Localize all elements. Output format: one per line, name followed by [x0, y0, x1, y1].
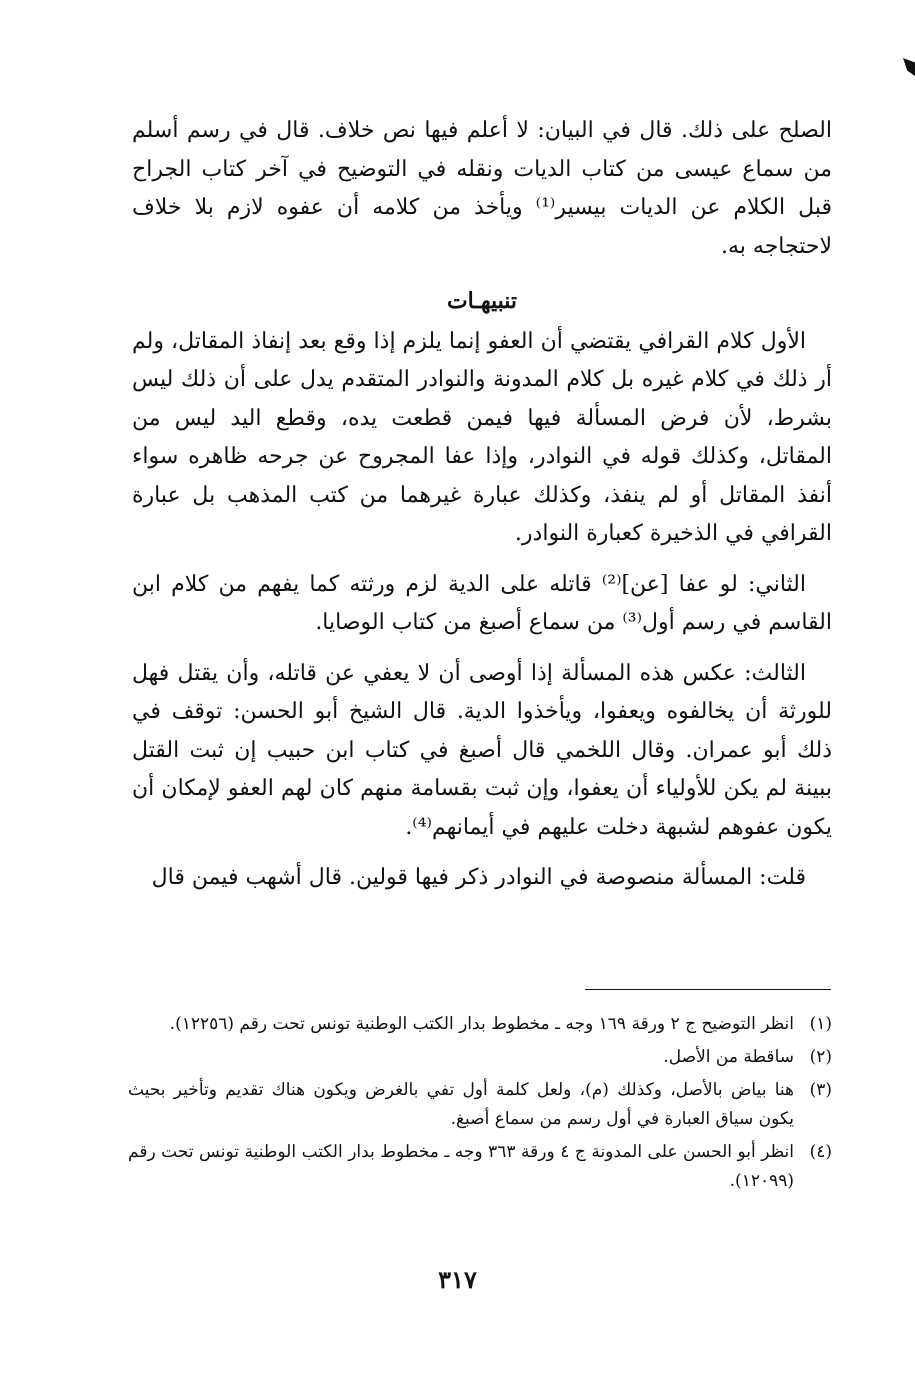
footnote-number: (٣) — [809, 1080, 832, 1100]
footnote-number: (١) — [809, 1014, 832, 1034]
footnote-divider — [585, 989, 831, 990]
footnote-3 — [128, 1076, 832, 1134]
paragraph-3: الثاني: لو عفا [عن]⁽²⁾ قاتله على الدية لزم ورثته كما يفهم من كلام ابن القاسم في رسم أول⁽³⁾ من سماع أصبغ من كتاب الوصايا. — [132, 571, 832, 635]
footnote-text: انظر التوضيح ج ٢ ورقة ١٦٩ وجه ـ مخطوط بدار الكتب الوطنية تونس تحت رقم (١٢٢٥٦). — [169, 1014, 794, 1034]
footnote-text: هنا بياض بالأصل، وكذلك (م)، ولعل كلمة أول تفي بالغرض ويكون هناك تقديم وتأخير بحيث يكون سياق العبارة في أول رسم من سماع أصبغ. — [128, 1080, 794, 1129]
paragraph-1: الصلح على ذلك. قال في البيان: لا أعلم فيها نص خلاف. قال في رسم أسلم من سماع عيسى من كتاب الديات ونقله في التوضيح في آخر كتاب الجراح قبل الكلام عن الديات بيسير⁽¹⁾ ويأخذ من كلامه أن عفوه لازم بلا خلاف لاحتجاجه به. — [132, 118, 832, 259]
footnote-2 — [128, 1043, 832, 1072]
section-heading: تنبيهـات — [446, 288, 518, 314]
footnote-4 — [128, 1138, 832, 1196]
paragraph-5: قلت: المسألة منصوصة في النوادر ذكر فيها قولين. قال أشهب فيمن قال — [151, 865, 806, 890]
footnote-text: انظر أبو الحسن على المدونة ج ٤ ورقة ٣٦٣ وجه ـ مخطوط بدار الكتب الوطنية تونس تحت رقم (١٢٠٩٩). — [128, 1142, 795, 1191]
paragraph-2: الأول كلام القرافي يقتضي أن العفو إنما يلزم إذا وقع بعد إنفاذ المقاتل، ولم أر ذلك في كلام غيره بل كلام المدونة والنوادر المتقدم يدل على أن ذلك ليس بشرط، لأن فرض المسألة فيها فيمن قطعت يده، وقطع اليد ليس من المقاتل، وكذلك قوله في النوادر، وإذا عفا المجروح عن جرحه ظاهره سواء أنفذ المقاتل أو لم ينفذ، وكذلك عبارة غيرهما من كتب المذهب بل عبارة القرافي في الذخيرة كعبارة النوادر. — [132, 328, 832, 546]
main-text — [132, 112, 832, 898]
footnotes — [128, 1010, 832, 1200]
scan-edge-mark — [903, 58, 915, 76]
footnote-number: (٤) — [809, 1142, 832, 1162]
page-number: ٣١٧ — [438, 1265, 477, 1294]
footnote-number: (٢) — [809, 1047, 832, 1067]
paragraph-4: الثالث: عكس هذه المسألة إذا أوصى أن لا يعفي عن قاتله، وأن يقتل فهل للورثة أن يخالفوه ويعفوا، ويأخذوا الدية. قال الشيخ أبو الحسن: توقف في ذلك أبو عمران. وقال اللخمي قال أصبغ في كتاب ابن حبيب إن ثبت القتل ببينة لم يكن للأولياء أن يعفوا، وإن ثبت بقسامة منهم كان لهم العفو لإمكان أن يكون عفوهم لشبهة دخلت عليهم في أيمانهم⁽⁴⁾. — [132, 660, 832, 840]
footnote-text: ساقطة من الأصل. — [663, 1047, 794, 1067]
footnote-1 — [128, 1010, 832, 1039]
